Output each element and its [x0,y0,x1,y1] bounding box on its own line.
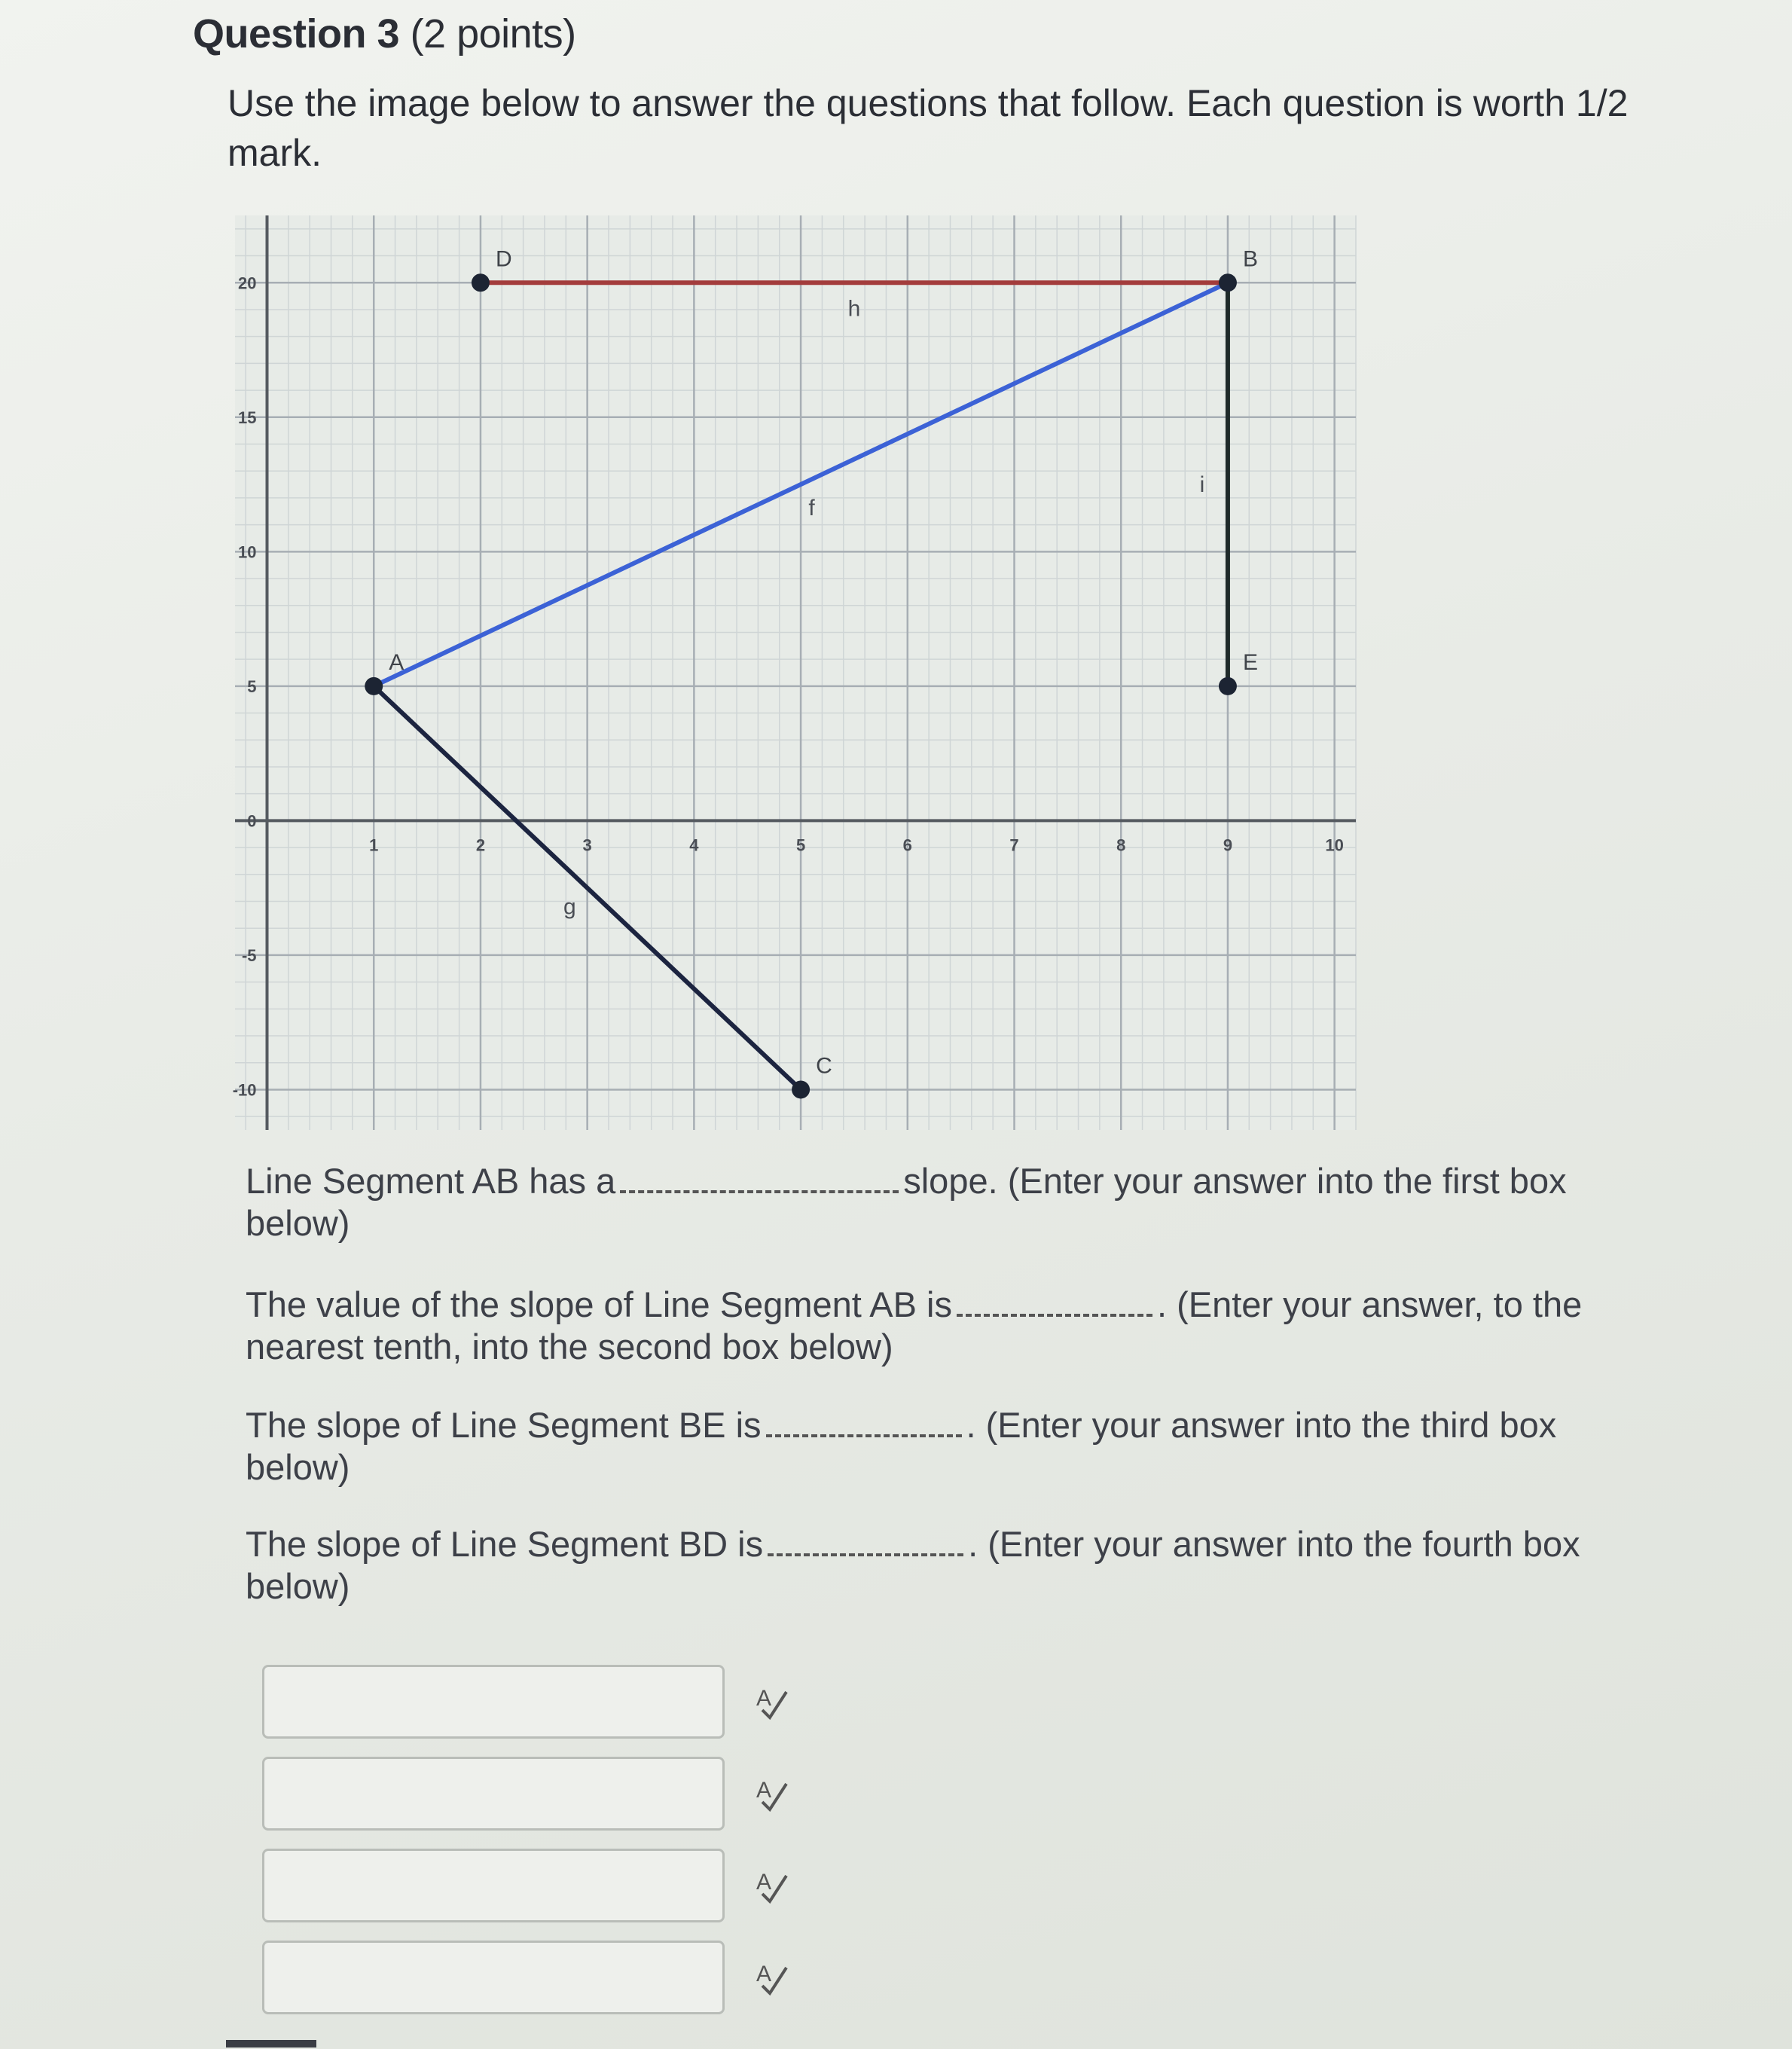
answer-input-2[interactable] [262,1757,725,1831]
x-tick-label: 5 [795,835,806,855]
statement-4 [246,1522,1647,1608]
y-tick-label: -10 [232,1080,257,1100]
y-tick-label: 10 [238,542,257,562]
statement-2 [246,1282,1647,1368]
x-tick-label: 3 [582,835,592,855]
y-tick-label: 5 [247,676,257,696]
bottom-divider [226,2040,316,2047]
point-label-A: A [389,649,404,675]
point-D [472,273,490,292]
svg-text:A: A [756,1962,772,1986]
point-B [1219,273,1237,292]
question-title [193,11,576,57]
graph-svg [232,215,1356,1130]
segment-label-h: h [847,296,861,322]
y-tick-label: 20 [238,273,257,293]
question-number: Question 3 [193,11,400,56]
coordinate-graph [232,215,1356,1130]
spell-check-icon[interactable] [752,1865,794,1907]
point-label-E: E [1242,649,1258,675]
y-tick-label: -5 [241,945,257,965]
answer-input-3[interactable] [262,1849,725,1922]
y-tick-label: 15 [238,408,257,427]
x-tick-label: 6 [902,835,912,855]
statement-1 [246,1159,1647,1244]
question-points: (2 points) [410,11,576,56]
statement-3-after: . (Enter your answer into the third box below) [246,1405,1557,1487]
x-tick-label: 4 [689,835,699,855]
svg-text:A: A [756,1870,772,1895]
spell-check-icon[interactable] [752,1957,794,1999]
spell-check-icon[interactable] [752,1681,794,1724]
point-label-B: B [1242,246,1258,272]
statement-3-before: The slope of Line Segment BE is [246,1405,762,1445]
point-label-C: C [816,1053,832,1079]
segment-label-i: i [1199,472,1205,498]
segment-label-f: f [808,495,815,521]
x-tick-label: 8 [1116,835,1126,855]
x-tick-label: 10 [1325,835,1344,855]
statement-2-blank [957,1282,1152,1317]
question-intro: Use the image below to answer the questions that follow. Each question is worth 1/2 mark. [227,82,1629,174]
statement-1-after: slope. (Enter your answer into the first box below) [246,1161,1567,1243]
statement-2-before: The value of the slope of Line Segment AB is [246,1284,952,1324]
statement-4-before: The slope of Line Segment BD is [246,1524,764,1564]
statement-3-blank [766,1403,962,1437]
x-tick-label: 2 [475,835,486,855]
answer-input-4[interactable] [262,1941,725,2014]
segment-label-g: g [563,894,576,920]
svg-text:A: A [756,1778,772,1803]
spell-check-icon[interactable] [752,1773,794,1815]
statement-1-before: Line Segment AB has a [246,1161,616,1201]
x-tick-label: 7 [1009,835,1019,855]
point-label-D: D [495,246,512,272]
x-tick-label: 1 [369,835,379,855]
statement-1-blank [620,1159,899,1193]
statement-4-blank [768,1522,963,1556]
statement-2-after: . (Enter your answer, to the nearest tenth, into the second box below) [246,1284,1583,1367]
statement-3 [246,1403,1647,1489]
statement-4-after: . (Enter your answer into the fourth box below) [246,1524,1580,1606]
y-tick-label: 0 [247,811,257,831]
point-C [792,1080,810,1098]
point-A [365,677,383,695]
svg-text:A: A [756,1686,772,1711]
point-E [1219,677,1237,695]
answer-input-1[interactable] [262,1665,725,1739]
x-tick-label: 9 [1223,835,1233,855]
